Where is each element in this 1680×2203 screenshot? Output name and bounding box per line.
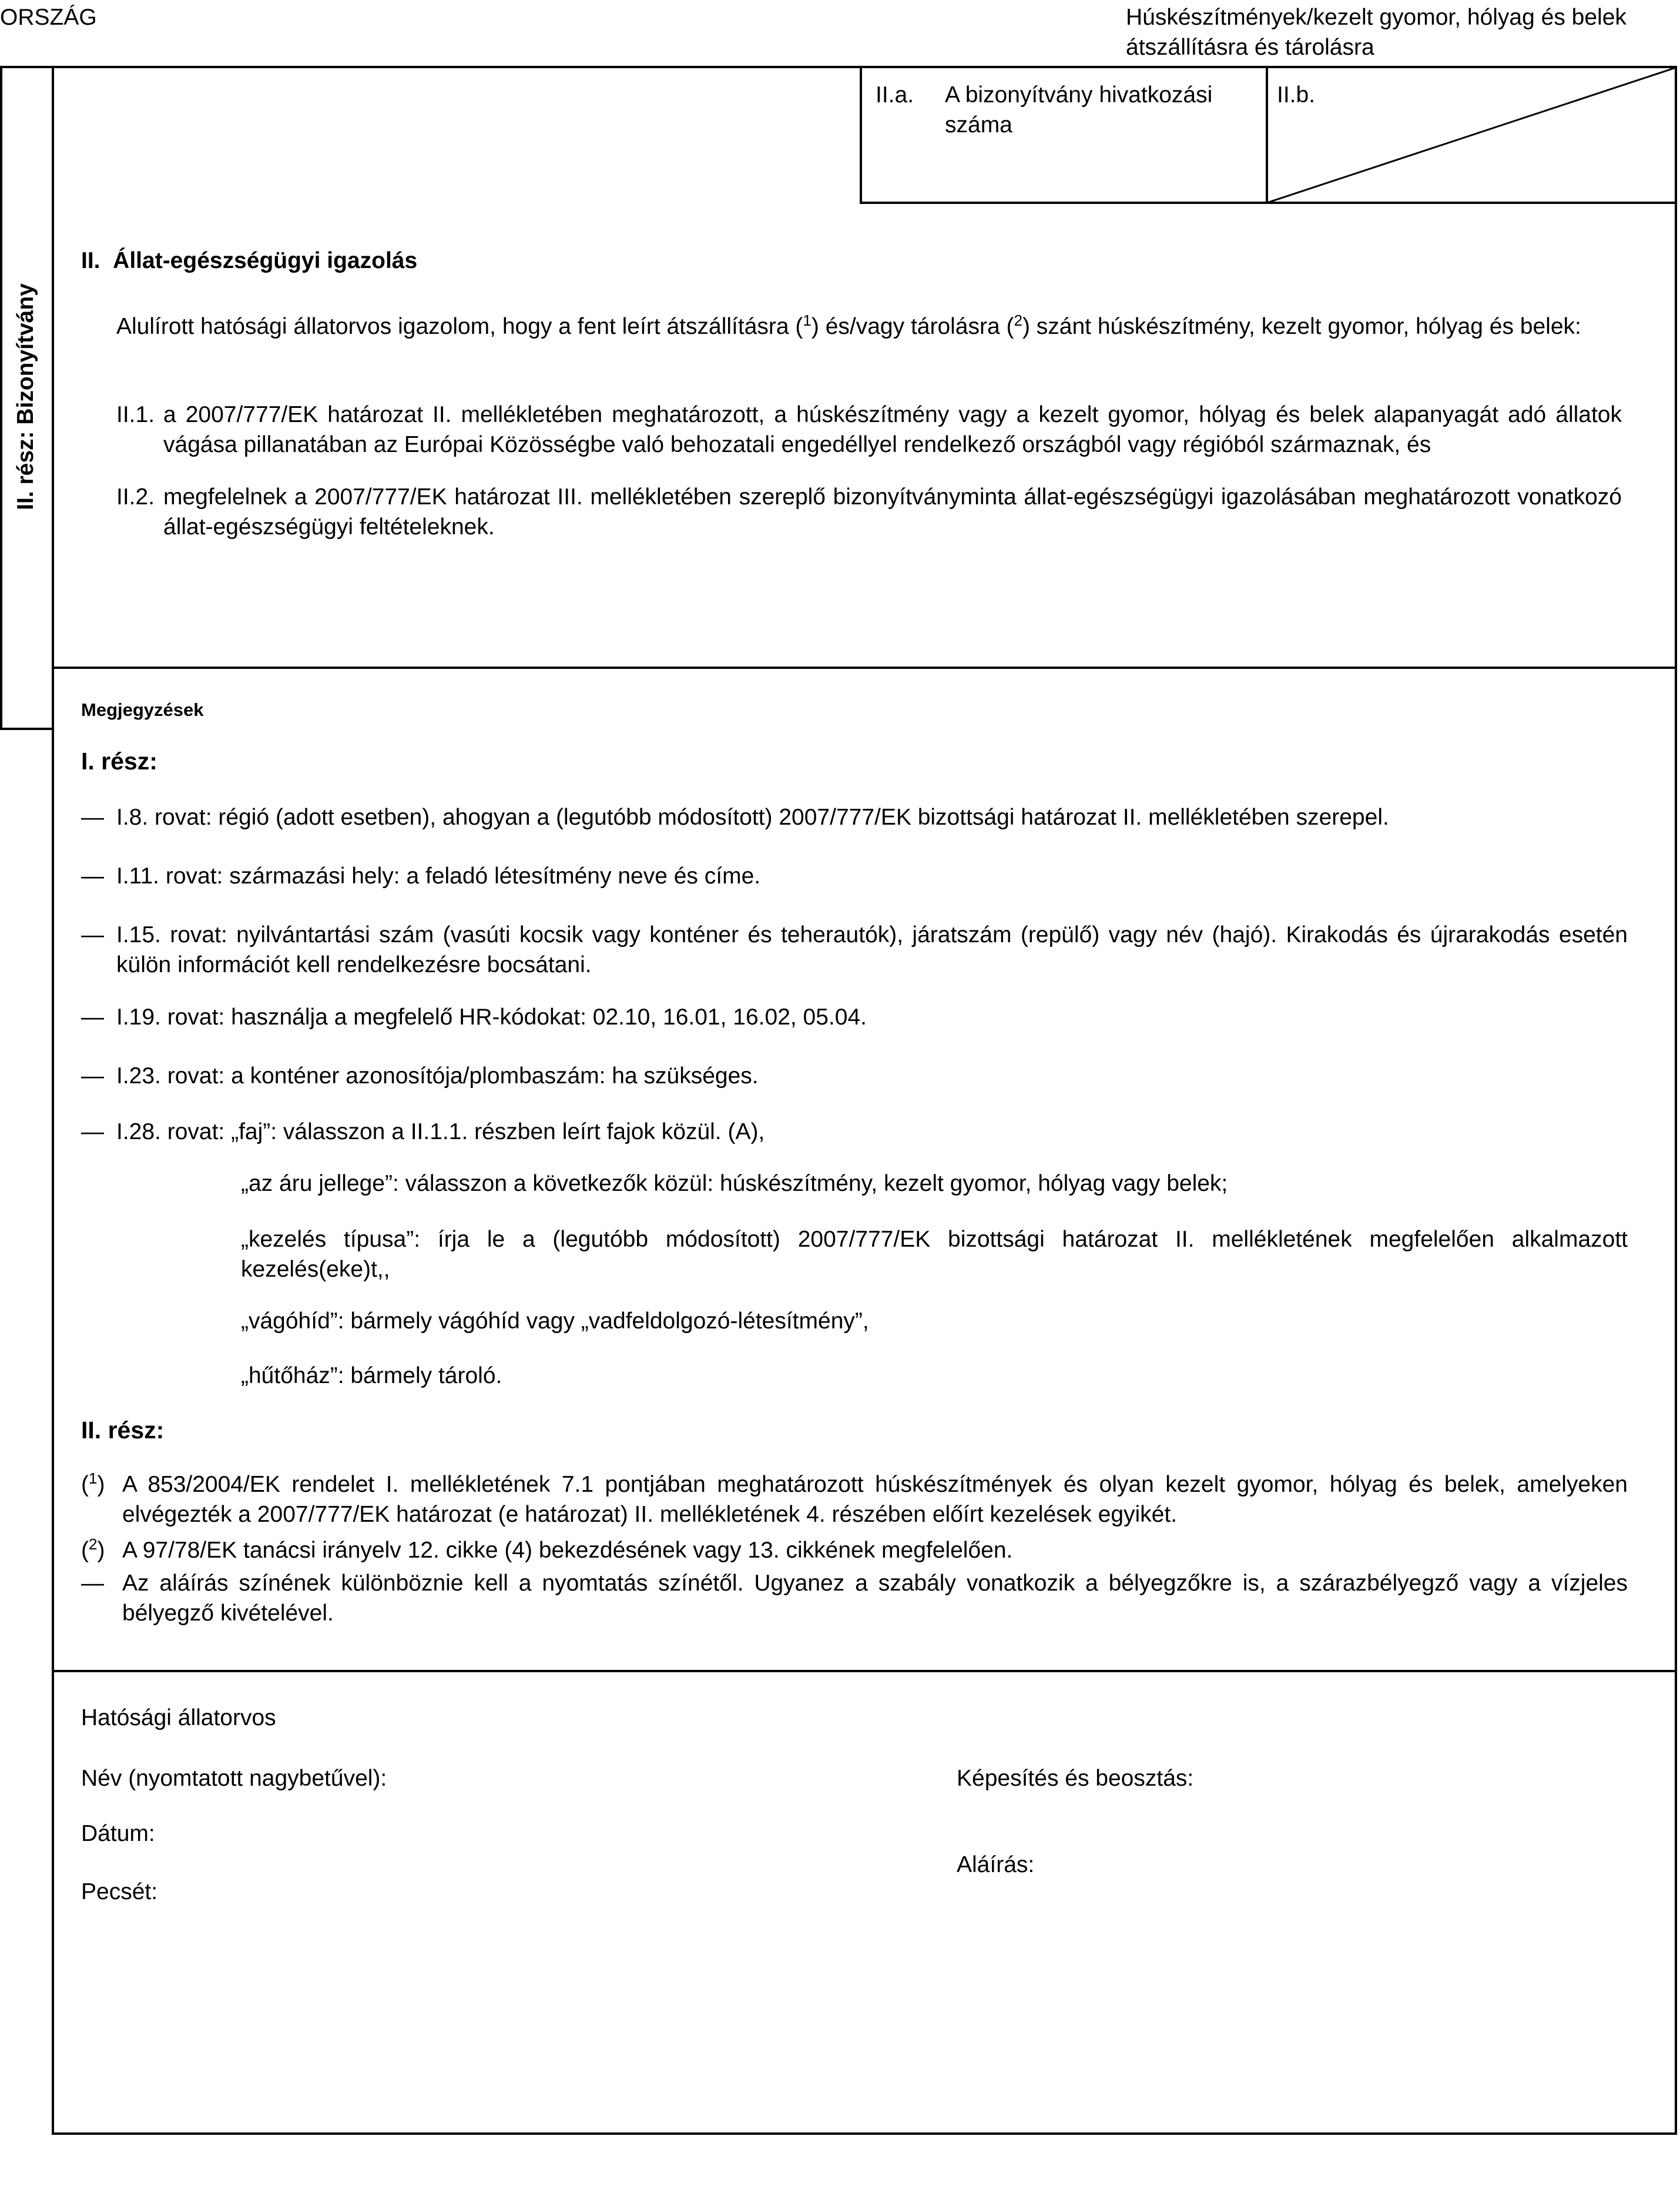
note-sub-item: „vágóhíd”: bármely vágóhíd vagy „vadfeldolgozó-létesítmény”, bbox=[241, 1308, 869, 1334]
ref-b-number: II.b. bbox=[1277, 82, 1316, 108]
section-item-number: II.2. bbox=[116, 484, 155, 510]
name-label: Név (nyomtatott nagybetűvel): bbox=[81, 1766, 387, 1791]
note-dash-item: — I.15. rovat: nyilvántartási szám (vasúti kocsik vagy konténer és teherautók), járatszám (repülő) vagy név (hajó). Kirakodás és újrarakodás esetén külön információt kell rendelkezésre bocsátani. bbox=[81, 922, 1628, 977]
note-sub-item: „hűtőház”: bármely tároló. bbox=[241, 1363, 502, 1388]
section-intro: Alulírott hatósági állatorvos igazolom, hogy a fent leírt átszállításra ($^1$) és/vagy tárolásra ($^2$) szánt húskészítmény, kezelt gyomor, hólyag és belek: bbox=[116, 312, 1581, 339]
note-sub-item: „kezelés típusa”: írja le a (legutóbb módosított) 2007/777/EK bizottsági határozat II. mellékletének megfelelően alkalmazott kezelés(eke)t,, bbox=[241, 1227, 1628, 1282]
note-dash-item: — Az aláírás színének különböznie kell a nyomtatás színétől. Ugyanez a szabály vonatkozik a bélyegzőkre is, a szárazbélyegző vagy a vízjeles bélyegző kivételével. bbox=[81, 1571, 1628, 1626]
frame-bottom bbox=[52, 2132, 1677, 2135]
section-title: II. Állat-egészségügyi igazolás bbox=[81, 248, 418, 273]
note-dash-item: — I.23. rovat: a konténer azonosítója/plombaszám: ha szükséges. bbox=[81, 1063, 759, 1089]
qualification-label: Képesítés és beosztás: bbox=[957, 1766, 1194, 1791]
section-item-text: megfelelnek a 2007/777/EK határozat III. mellékletében szereplő bizonyítványminta állat-egészségügyi igazolásában meghatározott vonatkozó állat-egészségügyi feltételeknek. bbox=[163, 484, 1622, 540]
note-dash-item: — I.28. rovat: „faj”: válasszon a II.1.1. részben leírt fajok közül. (A), bbox=[81, 1119, 765, 1144]
ref-box-left bbox=[860, 66, 862, 204]
country-label: ORSZÁG bbox=[0, 5, 97, 30]
footnote-item: ($^2$) A 97/78/EK tanácsi irányelv 12. cikke (4) bekezdésének vagy 13. cikkének megfelelően. bbox=[81, 1535, 1013, 1563]
ref-a-label: A bizonyítvány hivatkozási száma bbox=[945, 82, 1213, 138]
note-sub-item: „az áru jellege”: válasszon a következők közül: húskészítmény, kezelt gyomor, hólyag vagy belek; bbox=[241, 1171, 1228, 1196]
note-dash-item: — I.11. rovat: származási hely: a feladó létesítmény neve és címe. bbox=[81, 863, 761, 889]
stamp-label: Pecsét: bbox=[81, 1879, 158, 1904]
product-title: Húskészítmények/kezelt gyomor, hólyag és belek átszállításra és tárolásra bbox=[1126, 5, 1627, 60]
ref-a-number: II.a. bbox=[876, 82, 914, 108]
section-item-number: II.1. bbox=[116, 402, 155, 427]
frame-left-bottom bbox=[0, 728, 54, 730]
date-label: Dátum: bbox=[81, 1821, 155, 1846]
divider-signature bbox=[52, 1670, 1677, 1672]
note-dash-item: — I.19. rovat: használja a megfelelő HR-kódokat: 02.10, 16.01, 16.02, 05.04. bbox=[81, 1005, 867, 1030]
frame-left-inner bbox=[52, 66, 54, 2135]
notes-part2-title: II. rész: bbox=[81, 1417, 165, 1444]
side-label: II. rész: Bizonyítvány bbox=[13, 283, 38, 510]
notes-part1-title: I. rész: bbox=[81, 748, 157, 775]
signature-title: Hatósági állatorvos bbox=[81, 1705, 276, 1730]
section-item-text: a 2007/777/EK határozat II. mellékletében meghatározott, a húskészítmény vagy a kezelt gyomor, hólyag és belek alapanyagát adó állatok vágása pillanatában az Európai Közösségbe való behozatali engedéllyel rendelkező országból vagy régióból származnak, és bbox=[163, 402, 1622, 457]
note-dash-item: — I.8. rovat: régió (adott esetben), ahogyan a (legutóbb módosított) 2007/777/EK bizottsági határozat II. mellékletében szerepel. bbox=[81, 805, 1389, 830]
frame-right bbox=[1675, 66, 1677, 2135]
footnote-item: ($^1$) A 853/2004/EK rendelet I. mellékletének 7.1 pontjában meghatározott húskészítmények és olyan kezelt gyomor, hólyag és belek, amelyeken elvégezték a 2007/777/EK határozat (e határozat) II. mellékletének 4. részében előírt kezelések egyikét. bbox=[81, 1469, 1628, 1527]
divider-notes bbox=[52, 667, 1677, 669]
notes-title: Megjegyzések bbox=[81, 699, 204, 720]
ref-box-diagonal bbox=[1267, 67, 1676, 203]
signature-label: Aláírás: bbox=[957, 1852, 1035, 1877]
